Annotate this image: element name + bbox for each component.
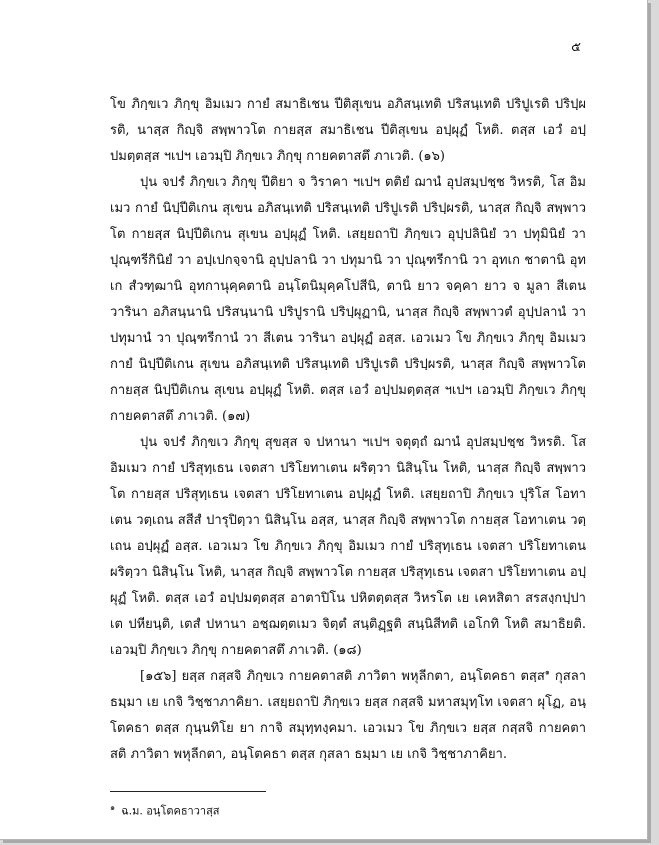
paragraph-156-text-b: กุสลา ธมฺมา เย เกจิ วิชฺชาภาคิยา. เสยฺยถาปิ ภิกฺขเว ยสฺส กสฺสจิ มหาสมุทฺโท เจตสา ผุโฏ, อนฺโตคธา ตสฺส กุนฺนทิโย ยา กาจิ สมุทฺทงฺคมา. เอวเมว โข ภิกฺขเว ยสฺส กสฺสจิ กายคตา สติ ภาวิตา พหุลีกตา, อนฺโตคธา ตสฺส กุสลา ธมฺมา เย เกจิ วิชฺชาภาคิยา. (110, 669, 586, 762)
footnote-text: ฉ.ม. อนฺโตคธาวาสฺส (121, 804, 220, 818)
footnote-reference: ๑ (544, 667, 550, 677)
paragraph-16: โข ภิกฺขเว ภิกฺขุ อิมเมว กายํ สมาธิเชน ปีติสุเขน อภิสนฺเทติ ปริสนฺเทติ ปริปูเรติ ปริปฺผรติ, นาสฺส กิญฺจิ สพฺพาวโต กายสฺส สมาธิเชน ปีติสุเขน อปฺผุฏํ โหติ. ตสฺส เอวํ อปฺปมตฺตสฺส ฯเปฯ เอวมฺปิ ภิกฺขเว ภิกฺขุ กายคตาสตึ ภาเวติ. (๑๖) (110, 97, 586, 164)
paragraph-17: ปุน จปรํ ภิกฺขเว ภิกฺขุ ปีติยา จ วิราคา ฯเปฯ ตติยํ ฌานํ อุปสมฺปชฺช วิหรติ, โส อิมเมว กายํ นิปฺปีติเกน สุเขน อภิสนฺเทติ ปริสนฺเทติ ปริปูเรติ ปริปฺผรติ, นาสฺส กิญฺจิ สพฺพาวโต กายสฺส นิปฺปีติเกน สุเขน อปฺผุฏํ โหติ. เสยฺยถาปิ ภิกฺขเว อุปฺปลินิยํ วา ปทุมินิยํ วา ปุณฺฑรีกินิยํ วา อปฺเปกจฺจานิ อุปฺปลานิ วา ปทุมานิ วา ปุณฺฑรีกานิ วา อุทเก ชาตานิ อุทเก สํวฑฺฒานิ อุทกานุคฺคตานิ อนฺโตนิมุคฺคโปสีนิ, ตานิ ยาว จคฺคา ยาว จ มูลา สีเตน วารินา อภิสนฺนานิ ปริสนฺนานิ ปริปูรานิ ปริปฺผุฏานิ, นาสฺส กิญฺจิ สพฺพาวตํ อุปฺปลานํ วา ปทุมานํ วา ปุณฺฑรีกานํ วา สีเตน วารินา อปฺผุฏํ อสฺส. เอวเมว โข ภิกฺขเว ภิกฺขุ อิมเมว กายํ นิปฺปีติเกน สุเขน อภิสนฺเทติ ปริสนฺเทติ ปริปูเรติ ปริปฺผรติ, นาสฺส กิญฺจิ สพฺพาวโต กายสฺส นิปฺปีติเกน สุเขน อปฺผุฏํ โหติ. ตสฺส เอวํ อปฺปมตฺตสฺส ฯเปฯ เอวมฺปิ ภิกฺขเว ภิกฺขุ กายคตาสตึ ภาเวติ. (๑๗) (110, 175, 586, 424)
footnote-mark: ๑ (110, 803, 116, 812)
paragraph-18: ปุน จปรํ ภิกฺขเว ภิกฺขุ สุขสฺส จ ปหานา ฯเปฯ จตุตฺถํ ฌานํ อุปสมฺปชฺช วิหรติ. โส อิมเมว กายํ ปริสุทฺเธน เจตสา ปริโยทาเตน ผริตฺวา นิสินฺโน โหติ, นาสฺส กิญฺจิ สพฺพาวโต กายสฺส ปริสุทฺเธน เจตสา ปริโยทาเตน อปฺผุฏํ โหติ. เสยฺยถาปิ ภิกฺขเว ปุริโส โอทาเตน วตฺเถน สสีสํ ปารุปิตฺวา นิสินฺโน อสฺส, นาสฺส กิญฺจิ สพฺพาวโต กายสฺส โอทาเตน วตฺเถน อปฺผุฏํ อสฺส. เอวเมว โข ภิกฺขเว ภิกฺขุ อิมเมว กายํ ปริสุทฺเธน เจตสา ปริโยทาเตน ผริตฺวา นิสินฺโน โหติ, นาสฺส กิญฺจิ สพฺพาวโต กายสฺส ปริสุทฺเธน เจตสา ปริโยทาเตน อปฺผุฏํ โหติ. ตสฺส เอวํ อปฺปมตฺตสฺส อาตาปิโน ปหิตตฺตสฺส วิหรโต เย เคหสิตา สรสงฺกปฺปา เต ปหียนฺติ, เตสํ ปหานา อชฺฌตฺตเมว จิตฺตํ สนฺติฏฺฐติ สนฺนิสีทติ เอโกทิ โหติ สมาธิยติ. เอวมฺปิ ภิกฺขเว ภิกฺขุ กายคตาสตึ ภาเวติ. (๑๘) (110, 435, 586, 658)
footnote-divider (110, 791, 266, 792)
footnote (110, 801, 220, 820)
paragraph-156 (110, 664, 586, 768)
paragraph-156-text-a: [๑๕๖] ยสฺส กสฺสจิ ภิกฺขเว กายคตาสติ ภาวิตา พหุลีกตา, อนฺโตคธา ตสฺส (140, 669, 545, 684)
body-text (110, 92, 586, 768)
page-number: ๕ (571, 40, 581, 55)
